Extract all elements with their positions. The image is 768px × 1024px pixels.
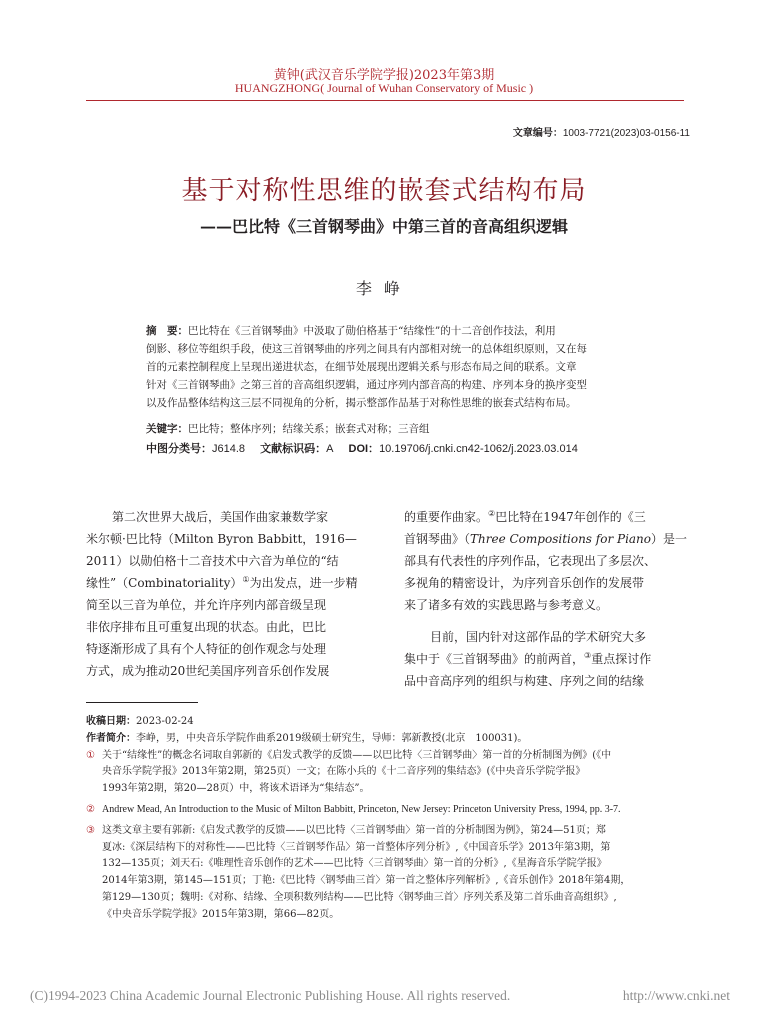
body-column-right — [404, 506, 696, 692]
footnote-text: Andrew Mead, An Introduction to the Music of Milton Babbitt, Princeton, New Jersey: Princeton University Press, 1994, pp. 3-7. — [102, 803, 621, 815]
author-name: 李峥 — [355, 279, 412, 298]
article-number-label: 文章编号： — [512, 128, 563, 139]
article-title: 基于对称性思维的嵌套式结构布局 — [181, 176, 587, 206]
footnote-number: ① — [86, 749, 95, 761]
keywords — [146, 420, 684, 438]
copyright-text: (C)1994-2023 China Academic Journal Electronic Publishing House. All rights reserved. — [30, 988, 511, 1003]
footnote-text: 第129—130页；魏明:《对称、结缘、全项积数列结构——巴比特〈钢琴曲三首〉序列关系及第二首乐曲音高组织》, — [102, 891, 617, 903]
body-text: 为出发点，进一步精 — [249, 576, 358, 590]
abstract-line — [146, 322, 684, 340]
body-line: 第二次世界大战后，美国作曲家兼数学家 — [112, 510, 329, 524]
body-text: ）是一 — [651, 532, 688, 546]
copyright-notice — [30, 988, 730, 1004]
footnote-ref-2[interactable]: ② — [488, 509, 496, 518]
footnote-divider — [86, 702, 198, 703]
header-divider — [86, 100, 684, 101]
body-text: 缘性”（Combinatoriality） — [86, 576, 243, 590]
footnote-text: 这类文章主要有郭新:《启发式教学的反馈——以巴比特〈三首钢琴曲〉第一首的分析制图为例》，第24—51页；郑 — [102, 824, 606, 836]
footnotes — [86, 714, 698, 924]
journal-name-cn: 黄钟(武汉音乐学院学报)2023年第3期 — [273, 68, 495, 83]
footnote-ref-3[interactable]: ③ — [584, 651, 592, 660]
abstract-line: 以及作品整体结构这三层不同视角的分析，揭示整部作品基于对称性思维的嵌套式结构布局。 — [146, 397, 577, 409]
abstract — [146, 322, 684, 412]
article-number — [513, 124, 690, 139]
doc-code-label: 文献标识码： — [260, 443, 327, 455]
body-line: 部具有代表性的序列作品，它表现出了多层次、 — [404, 554, 657, 568]
footnote-text: 132—135页；刘天石:《唯理性音乐创作的艺术——巴比特〈三首钢琴曲〉第一首的分析》,《星海音乐学院学报》 — [102, 858, 607, 870]
footnote-ref-1[interactable]: ① — [242, 575, 250, 584]
body-line — [404, 648, 696, 670]
abstract-line: 首的元素控制程度上呈现出递进状态，在细节处展现出逻辑关系与形态布局之间的联系。文章 — [146, 361, 577, 373]
clc-label: 中图分类号： — [146, 443, 212, 455]
body-text: 首钢琴曲》（ — [404, 532, 471, 546]
doc-code-value: A — [326, 443, 334, 455]
abstract-label: 摘 要： — [146, 325, 188, 337]
keywords-label: 关键字： — [146, 423, 188, 435]
body-line: 方式，成为推动20世纪美国序列音乐创作发展 — [86, 664, 330, 678]
body-line — [404, 506, 696, 528]
body-text: 的重要作曲家。 — [404, 510, 489, 524]
work-title-en: Three Compositions for Piano — [470, 532, 652, 546]
keywords-value: 巴比特；整体序列；结缘关系；嵌套式对称；三音组 — [188, 423, 430, 435]
received-value: 2023-02-24 — [136, 716, 194, 727]
body-line: 非依序排布且可重复出现的状态。由此，巴比 — [86, 620, 327, 634]
footnote-number: ③ — [86, 824, 95, 836]
doi-label: DOI： — [348, 443, 380, 455]
doi-value: 10.19706/j.cnki.cn42-1062/j.2023.03.014 — [379, 443, 578, 455]
doi — [349, 443, 584, 455]
abstract-line: 针对《三首钢琴曲》之第三首的音高组织逻辑，通过序列内部音高的构建、序列本身的换序变型 — [146, 379, 587, 391]
abstract-text: 巴比特在《三首钢琴曲》中汲取了勋伯格基于“结缘性”的十二音创作技法，利用 — [188, 325, 556, 337]
article-subtitle: ——巴比特《三首钢琴曲》中第三首的音高组织逻辑 — [199, 217, 568, 236]
footnote-text: 2014年第3期，第145—151页；丁艳:《巴比特〈钢琴曲三首〉第一首之整体序列解析》,《音乐创作》2018年第4期， — [102, 875, 631, 887]
received-date — [86, 714, 698, 731]
footnote-1 — [86, 748, 698, 765]
body-column-left — [86, 506, 378, 682]
body-line: 目前，国内针对这部作品的学术研究大多 — [430, 630, 647, 644]
abstract-line: 倒影、移位等组织手段，使这三首钢琴曲的序列之间具有内部相对统一的总体组织原则，又在每 — [146, 343, 587, 355]
body-line: 品中音高序列的组织与构建、序列之间的结缘 — [404, 674, 645, 688]
received-label: 收稿日期： — [86, 716, 136, 727]
body-line — [404, 528, 696, 550]
bio-value: 李峥，男，中央音乐学院作曲系2019级硕士研究生，导师：郭新教授(北京 100031)。 — [136, 732, 528, 744]
body-line: 2011）以勋伯格十二音技术中六音为单位的“结 — [86, 554, 339, 568]
body-text: 巴比特在1947年创作的《三 — [495, 510, 646, 524]
author-bio — [86, 731, 698, 748]
footnote-text: 夏冰:《深层结构下的对称性——巴比特〈三首钢琴作品〉第一首整体序列分析》,《中国音乐学》2013年第3期，第 — [102, 841, 611, 853]
journal-name-en: HUANGZHONG( Journal of Wuhan Conservatory of Music ) — [234, 81, 534, 95]
article-number-value: 1003-7721(2023)03-0156-11 — [562, 128, 690, 139]
footnote-text: 央音乐学院学报》2013年第2期，第25页）一文；在陈小兵的《十二音序列的集结态》(《中央音乐学院学报》 — [102, 766, 586, 778]
doc-code — [260, 443, 339, 455]
body-line: 来了诸多有效的实践思路与参考意义。 — [404, 598, 609, 612]
footnote-3 — [86, 823, 698, 840]
footnote-text: 关于“结缘性”的概念名词取自郭新的《启发式教学的反馈——以巴比特〈三首钢琴曲〉第一首的分析制图为例》(《中 — [102, 749, 612, 761]
footnote-number: ② — [86, 803, 95, 815]
body-line: 多视角的精密设计，为序列音乐创作的发展带 — [404, 576, 645, 590]
clc — [146, 443, 251, 455]
body-text: 集中于《三首钢琴曲》的前两首， — [404, 652, 585, 666]
bio-label: 作者简介： — [86, 732, 136, 744]
footnote-text: 1993年第2期，第20—28页）中，将该术语译为“集结态”。 — [102, 783, 370, 795]
cnki-link[interactable]: http://www.cnki.net — [622, 988, 730, 1003]
body-text: 重点探讨作 — [591, 652, 652, 666]
body-line: 米尔顿·巴比特（Milton Byron Babbitt，1916— — [86, 532, 357, 546]
classification-line — [146, 440, 684, 458]
footnote-text: 《中央音乐学院学报》2015年第3期，第66—82页。 — [102, 908, 340, 920]
body-line — [86, 572, 378, 594]
body-line: 简至以三音为单位，并允许序列内部音级呈现 — [86, 598, 327, 612]
body-line: 特逐渐形成了具有个人特征的创作观念与处理 — [86, 642, 327, 656]
footnote-2 — [86, 802, 698, 819]
clc-value: J614.8 — [212, 443, 246, 455]
